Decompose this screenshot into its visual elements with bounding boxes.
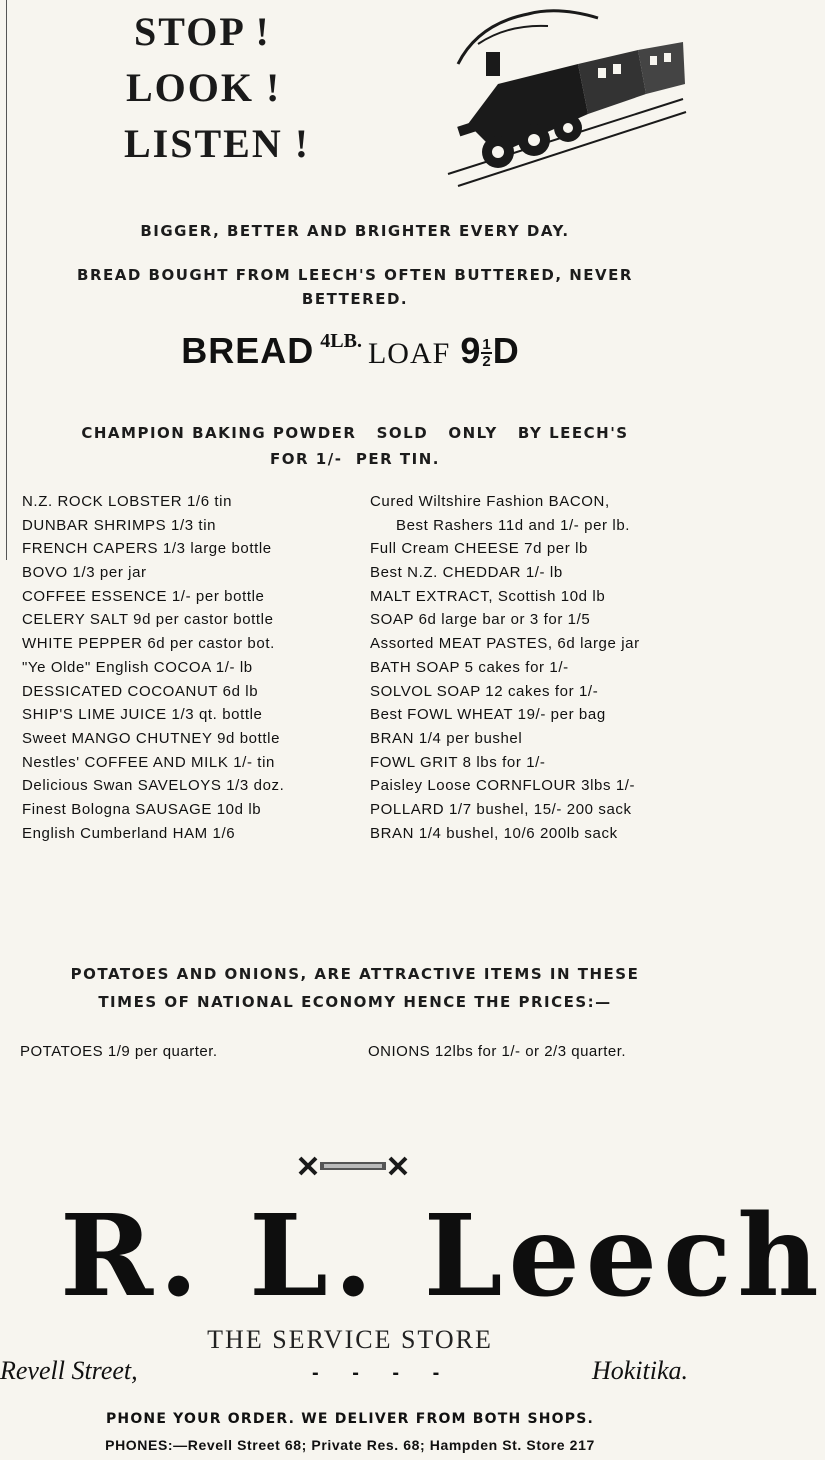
list-item: Best FOWL WHEAT 19/- per bag (370, 706, 606, 724)
list-item: DUNBAR SHRIMPS 1/3 tin (22, 516, 217, 534)
bread-price-banner (0, 330, 700, 372)
list-item: Finest Bologna SAUSAGE 10d lb (22, 800, 262, 818)
list-item: Paisley Loose CORNFLOUR 3lbs 1/- (370, 777, 636, 795)
location-dashes: - - - - (312, 1362, 454, 1384)
list-item: Full Cream CHEESE 7d per lb (370, 540, 588, 558)
list-item: WHITE PEPPER 6d per castor bot. (22, 635, 275, 653)
headline-block (120, 4, 360, 172)
list-item: Cured Wiltshire Fashion BACON, (370, 493, 610, 510)
headline-look: LOOK ! (126, 65, 282, 110)
baking-powder-line2: FOR 1/- PER TIN. (270, 450, 440, 468)
economy-line2: TIMES OF NATIONAL ECONOMY HENCE THE PRICES:— (98, 993, 612, 1011)
footer-phone-numbers: PHONES:—Revell Street 68; Private Res. 68; Hampden St. Store 217 (105, 1437, 595, 1453)
locomotive-illustration (438, 4, 688, 194)
list-item: SOLVOL SOAP 12 cakes for 1/- (370, 682, 599, 700)
list-item: SHIP'S LIME JUICE 1/3 qt. bottle (22, 706, 263, 724)
list-item: Delicious Swan SAVELOYS 1/3 doz. (22, 777, 285, 795)
list-item: COFFEE ESSENCE 1/- per bottle (22, 587, 265, 605)
left-price-list (22, 490, 357, 845)
bread-weight: 4LB. (320, 330, 362, 352)
potatoes-price: POTATOES 1/9 per quarter. (20, 1043, 218, 1060)
list-item: BATH SOAP 5 cakes for 1/- (370, 658, 569, 676)
bread-price: 9 $\frac{1}{2}$ D (460, 330, 519, 371)
list-item: Assorted MEAT PASTES, 6d large jar (370, 635, 640, 653)
right-price-list (370, 490, 700, 845)
list-item: "Ye Olde" English COCOA 1/- lb (22, 658, 253, 676)
price-fraction: $\frac{1}{2}$ (482, 336, 491, 371)
list-item: MALT EXTRACT, Scottish 10d lb (370, 587, 606, 605)
column-rule (6, 0, 7, 560)
list-item: FOWL GRIT 8 lbs for 1/- (370, 753, 546, 771)
list-item: FRENCH CAPERS 1/3 large bottle (22, 540, 272, 558)
list-item: English Cumberland HAM 1/6 (22, 824, 236, 842)
economy-line1: POTATOES AND ONIONS, ARE ATTRACTIVE ITEMS IN THESE (70, 965, 640, 983)
list-item: Best Rashers 11d and 1/- per lb. (396, 516, 631, 534)
headline-listen: LISTEN ! (124, 121, 311, 166)
cross-ornament-divider (298, 1156, 408, 1176)
location-hokitika: Hokitika. (591, 1356, 688, 1385)
bread-unit: LOAF (367, 337, 451, 370)
list-item: BRAN 1/4 per bushel (370, 729, 523, 747)
list-item: N.Z. ROCK LOBSTER 1/6 tin (22, 493, 233, 510)
list-item: CELERY SALT 9d per castor bottle (22, 611, 274, 629)
store-subtitle: THE SERVICE STORE (207, 1325, 493, 1354)
list-item: Best N.Z. CHEDDAR 1/- lb (370, 564, 563, 582)
tagline-line1: BREAD BOUGHT FROM LEECH'S OFTEN BUTTERED, NEVER (77, 266, 633, 284)
headline-stop: STOP ! (134, 9, 271, 54)
list-item: Nestles' COFFEE AND MILK 1/- tin (22, 753, 275, 771)
tagline-line2: BETTERED. (301, 290, 409, 308)
store-name: R. L. Leech (60, 1191, 825, 1322)
footer-phone-order: PHONE YOUR ORDER. WE DELIVER FROM BOTH SHOPS. (105, 1411, 595, 1427)
baking-powder-line1: CHAMPION BAKING POWDER SOLD ONLY BY LEECH'S (81, 424, 629, 442)
onions-price: ONIONS 12lbs for 1/- or 2/3 quarter. (368, 1043, 627, 1060)
list-item: BOVO 1/3 per jar (22, 564, 147, 582)
list-item: Sweet MANGO CHUTNEY 9d bottle (22, 729, 281, 747)
list-item: BRAN 1/4 bushel, 10/6 200lb sack (370, 824, 618, 842)
bread-word: BREAD (181, 330, 315, 371)
list-item: DESSICATED COCOANUT 6d lb (22, 682, 259, 700)
slogan: BIGGER, BETTER AND BRIGHTER EVERY DAY. (140, 222, 570, 240)
list-item: SOAP 6d large bar or 3 for 1/5 (370, 611, 591, 629)
list-item: POLLARD 1/7 bushel, 15/- 200 sack (370, 800, 632, 818)
location-revell-street: Revell Street, (0, 1356, 138, 1385)
